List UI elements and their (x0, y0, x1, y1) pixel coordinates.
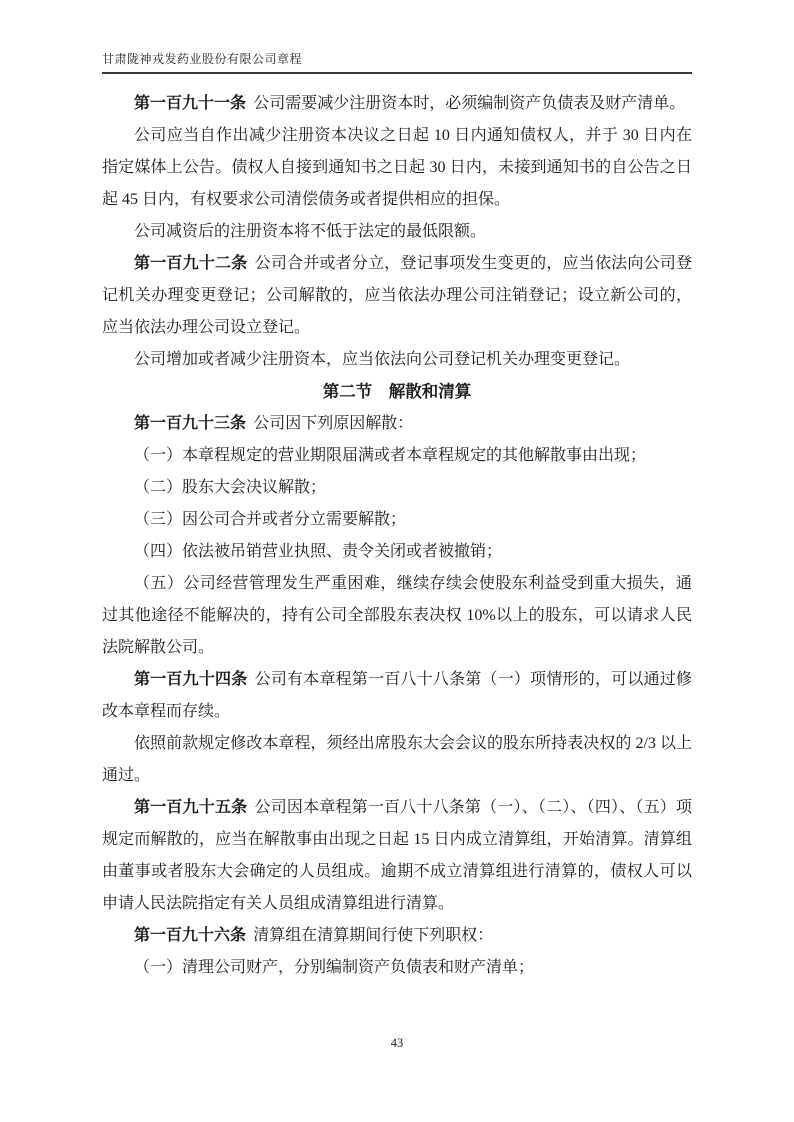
paragraph: 公司应当自作出减少注册资本决议之日起 10 日内通知债权人，并于 30 日内在指定媒体上公告。债权人自接到通知书之日起 30 日内，未接到通知书的自公告之日起 45 日内，有权要求公司清偿债务或者提供相应的担保。 (102, 127, 692, 208)
page-header: 甘肃陇神戎发药业股份有限公司章程 (102, 50, 692, 74)
paragraph: 依照前款规定修改本章程，须经出席股东大会会议的股东所持表决权的 2/3 以上通过。 (102, 735, 692, 784)
paragraph: （五）公司经营管理发生严重困难，继续存续会使股东利益受到重大损失，通过其他途径不能解决的，持有公司全部股东表决权 10%以上的股东，可以请求人民法院解散公司。 (102, 575, 692, 656)
paragraph: 第一百九十三条 公司因下列原因解散： (134, 415, 414, 432)
paragraph: 公司增加或者减少注册资本，应当依法向公司登记机关办理变更登记。 (134, 351, 631, 368)
paragraph: （一）清理公司财产，分别编制资产负债表和财产清单； (134, 959, 535, 976)
paragraph: 第一百九十六条 清算组在清算期间行使下列职权： (134, 927, 494, 944)
paragraph: （三）因公司合并或者分立需要解散； (134, 511, 407, 528)
article-number: 第一百九十四条 (134, 671, 248, 688)
article-number: 第一百九十二条 (134, 255, 248, 272)
paragraph: 公司减资后的注册资本将不低于法定的最低限额。 (134, 223, 487, 240)
paragraph: 第一百九十一条 公司需要减少注册资本时，必须编制资产负债表及财产清单。 (134, 95, 686, 112)
document-body (102, 88, 692, 984)
paragraph: （四）依法被吊销营业执照、责令关闭或者被撤销； (134, 543, 503, 560)
paragraph: （二）股东大会决议解散； (134, 479, 327, 496)
article-number: 第一百九十一条 (134, 95, 247, 112)
section-heading: 第二节 解散和清算 (322, 382, 472, 401)
page-number: 43 (390, 1036, 404, 1050)
article-number: 第一百九十三条 (134, 415, 247, 432)
paragraph: 第一百九十四条 公司有本章程第一百八十八条第（一）项情形的，可以通过修改本章程而存续。 (102, 671, 692, 720)
paragraph: （一）本章程规定的营业期限届满或者本章程规定的其他解散事由出现； (134, 447, 647, 464)
paragraph: 第一百九十二条 公司合并或者分立，登记事项发生变更的，应当依法向公司登记机关办理变更登记；公司解散的，应当依法办理公司注销登记；设立新公司的，应当依法办理公司设立登记。 (102, 255, 692, 336)
paragraph: 第一百九十五条 公司因本章程第一百八十八条第（一）、（二）、（四）、（五）项规定而解散的，应当在解散事由出现之日起 15 日内成立清算组，开始清算。清算组由董事或者股东大会确定的人员组成。逾期不成立清算组进行清算的，债权人可以申请人民法院指定有关人员组成清算组进行清算。 (102, 799, 692, 912)
article-number: 第一百九十五条 (134, 799, 248, 816)
article-number: 第一百九十六条 (134, 927, 247, 944)
